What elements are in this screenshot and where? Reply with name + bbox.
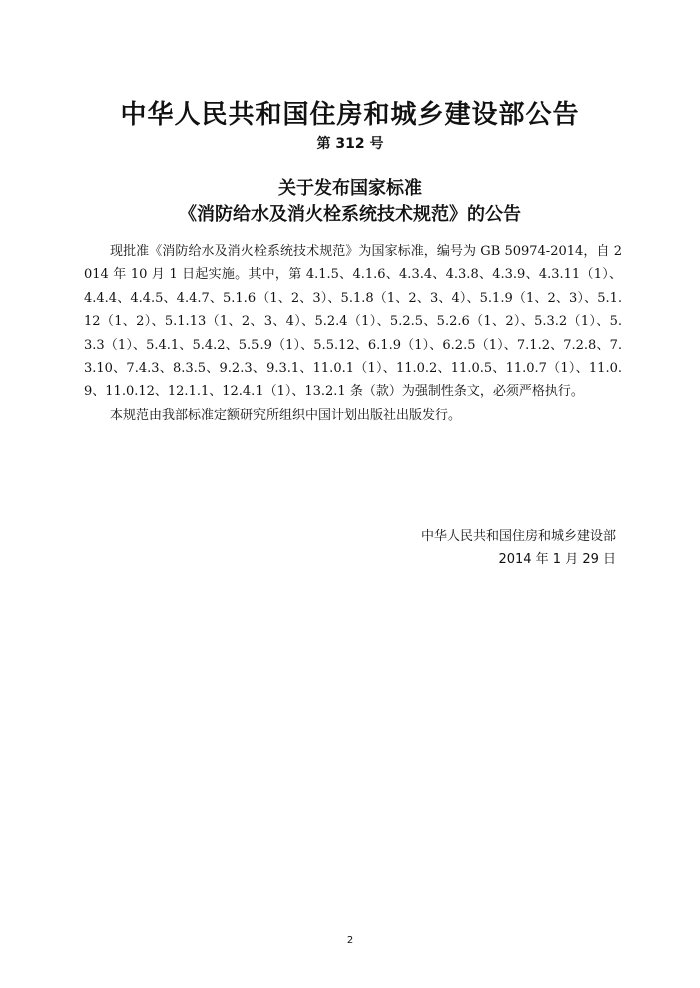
announcement-body bbox=[84, 240, 622, 427]
announcement-subject bbox=[0, 176, 700, 228]
body-paragraph: 现批准《消防给水及消火栓系统技术规范》为国家标准，编号为 GB 50974-2014，自 2014 年 10 月 1 日起实施。其中，第 4.1.5、4.1.6、4.3.4、4.3.8、4.3.9、4.3.11（1）、4.4.4、4.4.5、4.4.7、5.1.6（1、2、3）、5.1.8（1、2、3、4）、5.1.9（1、2、3）、5.1.12（1、2）、5.1.13（1、2、3、4）、5.2.4（1）、5.2.5、5.2.6（1、2）、5.3.2（1）、5.3.3（1）、5.4.1、5.4.2、5.5.9（1）、5.5.12、6.1.9（1）、6.2.5（1）、7.1.2、7.2.8、7.3.10、7.4.3、8.3.5、9.2.3、9.3.1、11.0.1（1）、11.0.2、11.0.5、11.0.7（1）、11.0.9、11.0.12、12.1.1、12.4.1（1）、13.2.1 条（款）为强制性条文，必须严格执行。 bbox=[84, 244, 622, 400]
issuer-name: 中华人民共和国住房和城乡建设部 bbox=[420, 529, 616, 544]
announcement-number: 第 312 号 bbox=[316, 136, 384, 152]
subject-line-2: 《消防给水及消火栓系统技术规范》的公告 bbox=[179, 204, 521, 225]
signature-block bbox=[421, 525, 616, 571]
subject-line-1: 关于发布国家标准 bbox=[278, 178, 422, 199]
page-number: 2 bbox=[346, 935, 354, 946]
issue-date: 2014 年 1 月 29 日 bbox=[498, 552, 616, 567]
body-paragraph: 本规范由我部标准定额研究所组织中国计划出版社出版发行。 bbox=[110, 407, 462, 423]
announcement-title: 中华人民共和国住房和城乡建设部公告 bbox=[120, 100, 580, 130]
